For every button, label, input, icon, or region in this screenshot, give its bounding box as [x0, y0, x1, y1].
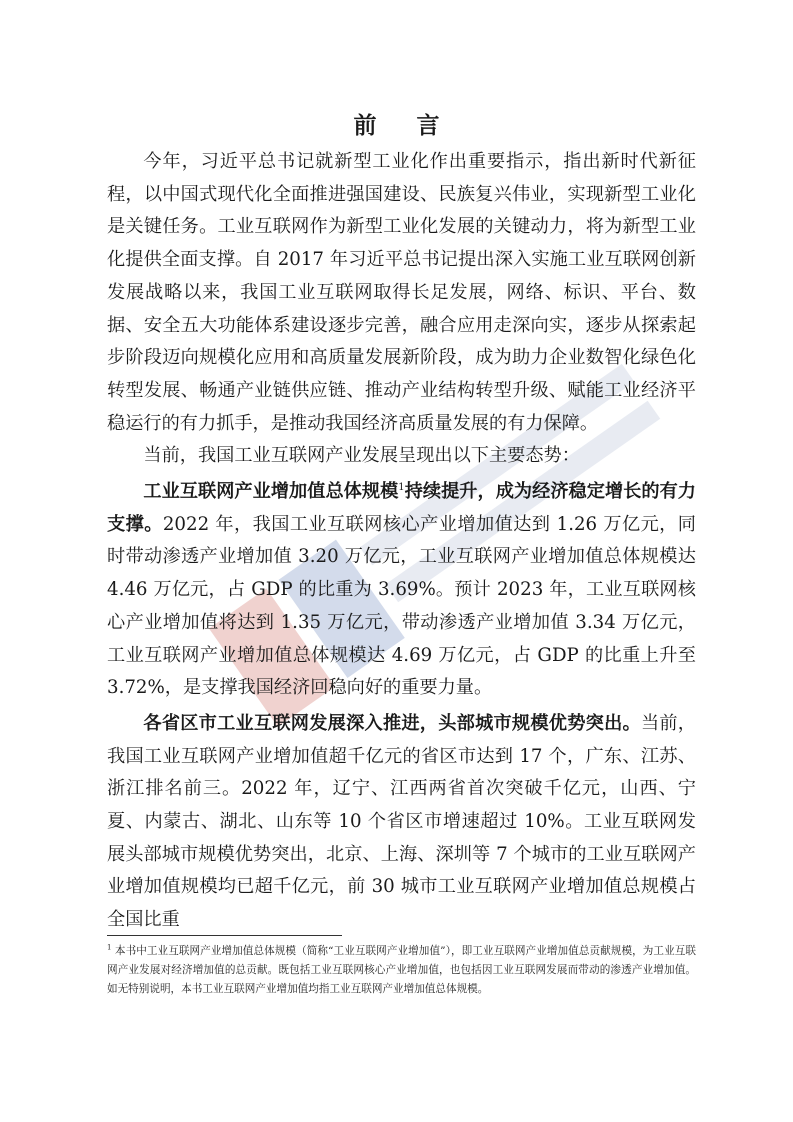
- paragraph-3: [107, 476, 696, 705]
- footnote-ref: 1: [398, 481, 405, 493]
- paragraph-4-heading: 各省区市工业互联网发展深入推进，头部城市规模优势突出。: [143, 712, 641, 734]
- paragraph-3-text: 2022 年，我国工业互联网核心产业增加值达到 1.26 万亿元，同时带动渗透产业增加值 3.20 万亿元，工业互联网产业增加值总体规模达 4.46 万亿元，占 GDP 的比重为 3.69%。预计 2023 年，工业互联网核心产业增加值将达到 1.35 万亿元，带动渗透产业增加值 3.34 万亿元，工业互联网产业增加值总体规模达 4.69 万亿元，占 GDP 的比重上升至 3.72%，是支撑我国经济回稳向好的重要力量。: [107, 513, 696, 699]
- footnote: [107, 942, 696, 999]
- paragraph-1: 今年，习近平总书记就新型工业化作出重要指示，指出新时代新征程，以中国式现代化全面推进强国建设、民族复兴伟业，实现新型工业化是关键任务。工业互联网作为新型工业化发展的关键动力，将为新型工业化提供全面支撑。自 2017 年习近平总书记提出深入实施工业互联网创新发展战略以来，我国工业互联网取得长足发展，网络、标识、平台、数据、安全五大功能体系建设逐步完善，融合应用走深向实，逐步从探索起步阶段迈向规模化应用和高质量发展新阶段，成为助力企业数智化绿色化转型发展、畅通产业链供应链、推动产业结构转型升级、赋能工业经济平稳运行的有力抓手，是推动我国经济高质量发展的有力保障。: [107, 151, 696, 434]
- page-title: 前 言: [353, 113, 456, 139]
- paragraph-3-heading-a: 工业互联网产业增加值总体规模: [143, 481, 399, 503]
- paragraph-3-heading-b: 持续提升，成为经济稳定增长的有力支撑。: [107, 481, 696, 535]
- paragraph-4-text: 当前，我国工业互联网产业增加值超千亿元的省区市达到 17 个，广东、江苏、浙江排名前三。2022 年，辽宁、江西两省首次突破千亿元，山西、宁夏、内蒙古、湖北、山东等 10 个省区市增速超过 10%。工业互联网发展头部城市规模优势突出，北京、上海、深圳等 7 个城市的工业互联网产业增加值规模均已超千亿元，前 30 城市工业互联网产业增加值总规模占全国比重: [107, 712, 696, 931]
- paragraph-2: 当前，我国工业互联网产业发展呈现出以下主要态势：: [143, 445, 580, 467]
- paragraph-4: [107, 708, 696, 937]
- footnote-divider: [107, 935, 342, 936]
- body-text: [107, 146, 696, 937]
- footnote-text: 本书中工业互联网产业增加值总体规模（简称“工业互联网产业增加值”），即工业互联网产业增加值总贡献规模，为工业互联网产业发展对经济增加值的总贡献。既包括工业互联网核心产业增加值，也包括因工业互联网发展而带动的渗透产业增加值。如无特别说明，本书工业互联网产业增加值均指工业互联网产业增加值总体规模。: [107, 945, 696, 995]
- footnote-marker: 1: [107, 943, 112, 952]
